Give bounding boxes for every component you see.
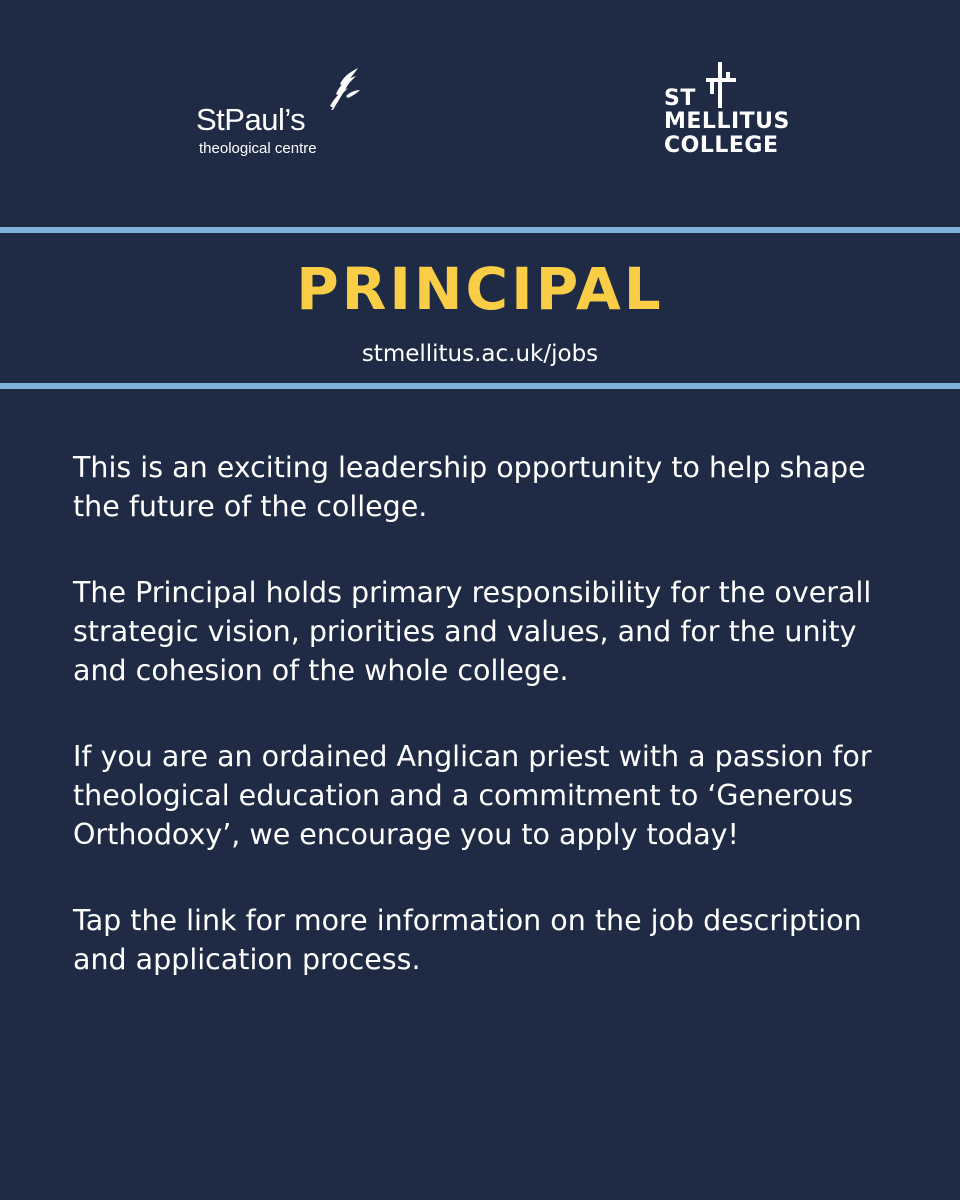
paragraph-call-to-action: Tap the link for more information on the job description and application process. <box>73 904 862 976</box>
st-pauls-logo <box>196 66 366 156</box>
divider-top <box>0 227 960 233</box>
st-mellitus-line-1: ST <box>664 86 696 111</box>
page-title: PRINCIPAL <box>296 255 664 323</box>
paragraph-intro: This is an exciting leadership opportunity to help shape the future of the college. <box>73 451 866 523</box>
flame-icon <box>326 66 362 110</box>
st-pauls-subtitle: theological centre <box>199 140 317 157</box>
jobs-url: stmellitus.ac.uk/jobs <box>361 341 599 367</box>
body-text <box>73 448 903 1026</box>
divider-bottom <box>0 383 960 389</box>
st-mellitus-line-2: MELLITUS <box>664 109 790 134</box>
paragraph-responsibility: The Principal holds primary responsibility for the overall strategic vision, priorities and values, and for the unity and cohesion of the whole college. <box>73 576 872 687</box>
st-pauls-name: StPaul’s <box>196 102 306 137</box>
st-mellitus-logo <box>664 62 794 162</box>
st-mellitus-line-3: COLLEGE <box>664 133 779 158</box>
paragraph-eligibility: If you are an ordained Anglican priest with a passion for theological education and a commitment to ‘Generous Orthodoxy’, we encourage you to apply today! <box>73 740 872 851</box>
cross-icon <box>706 62 736 108</box>
